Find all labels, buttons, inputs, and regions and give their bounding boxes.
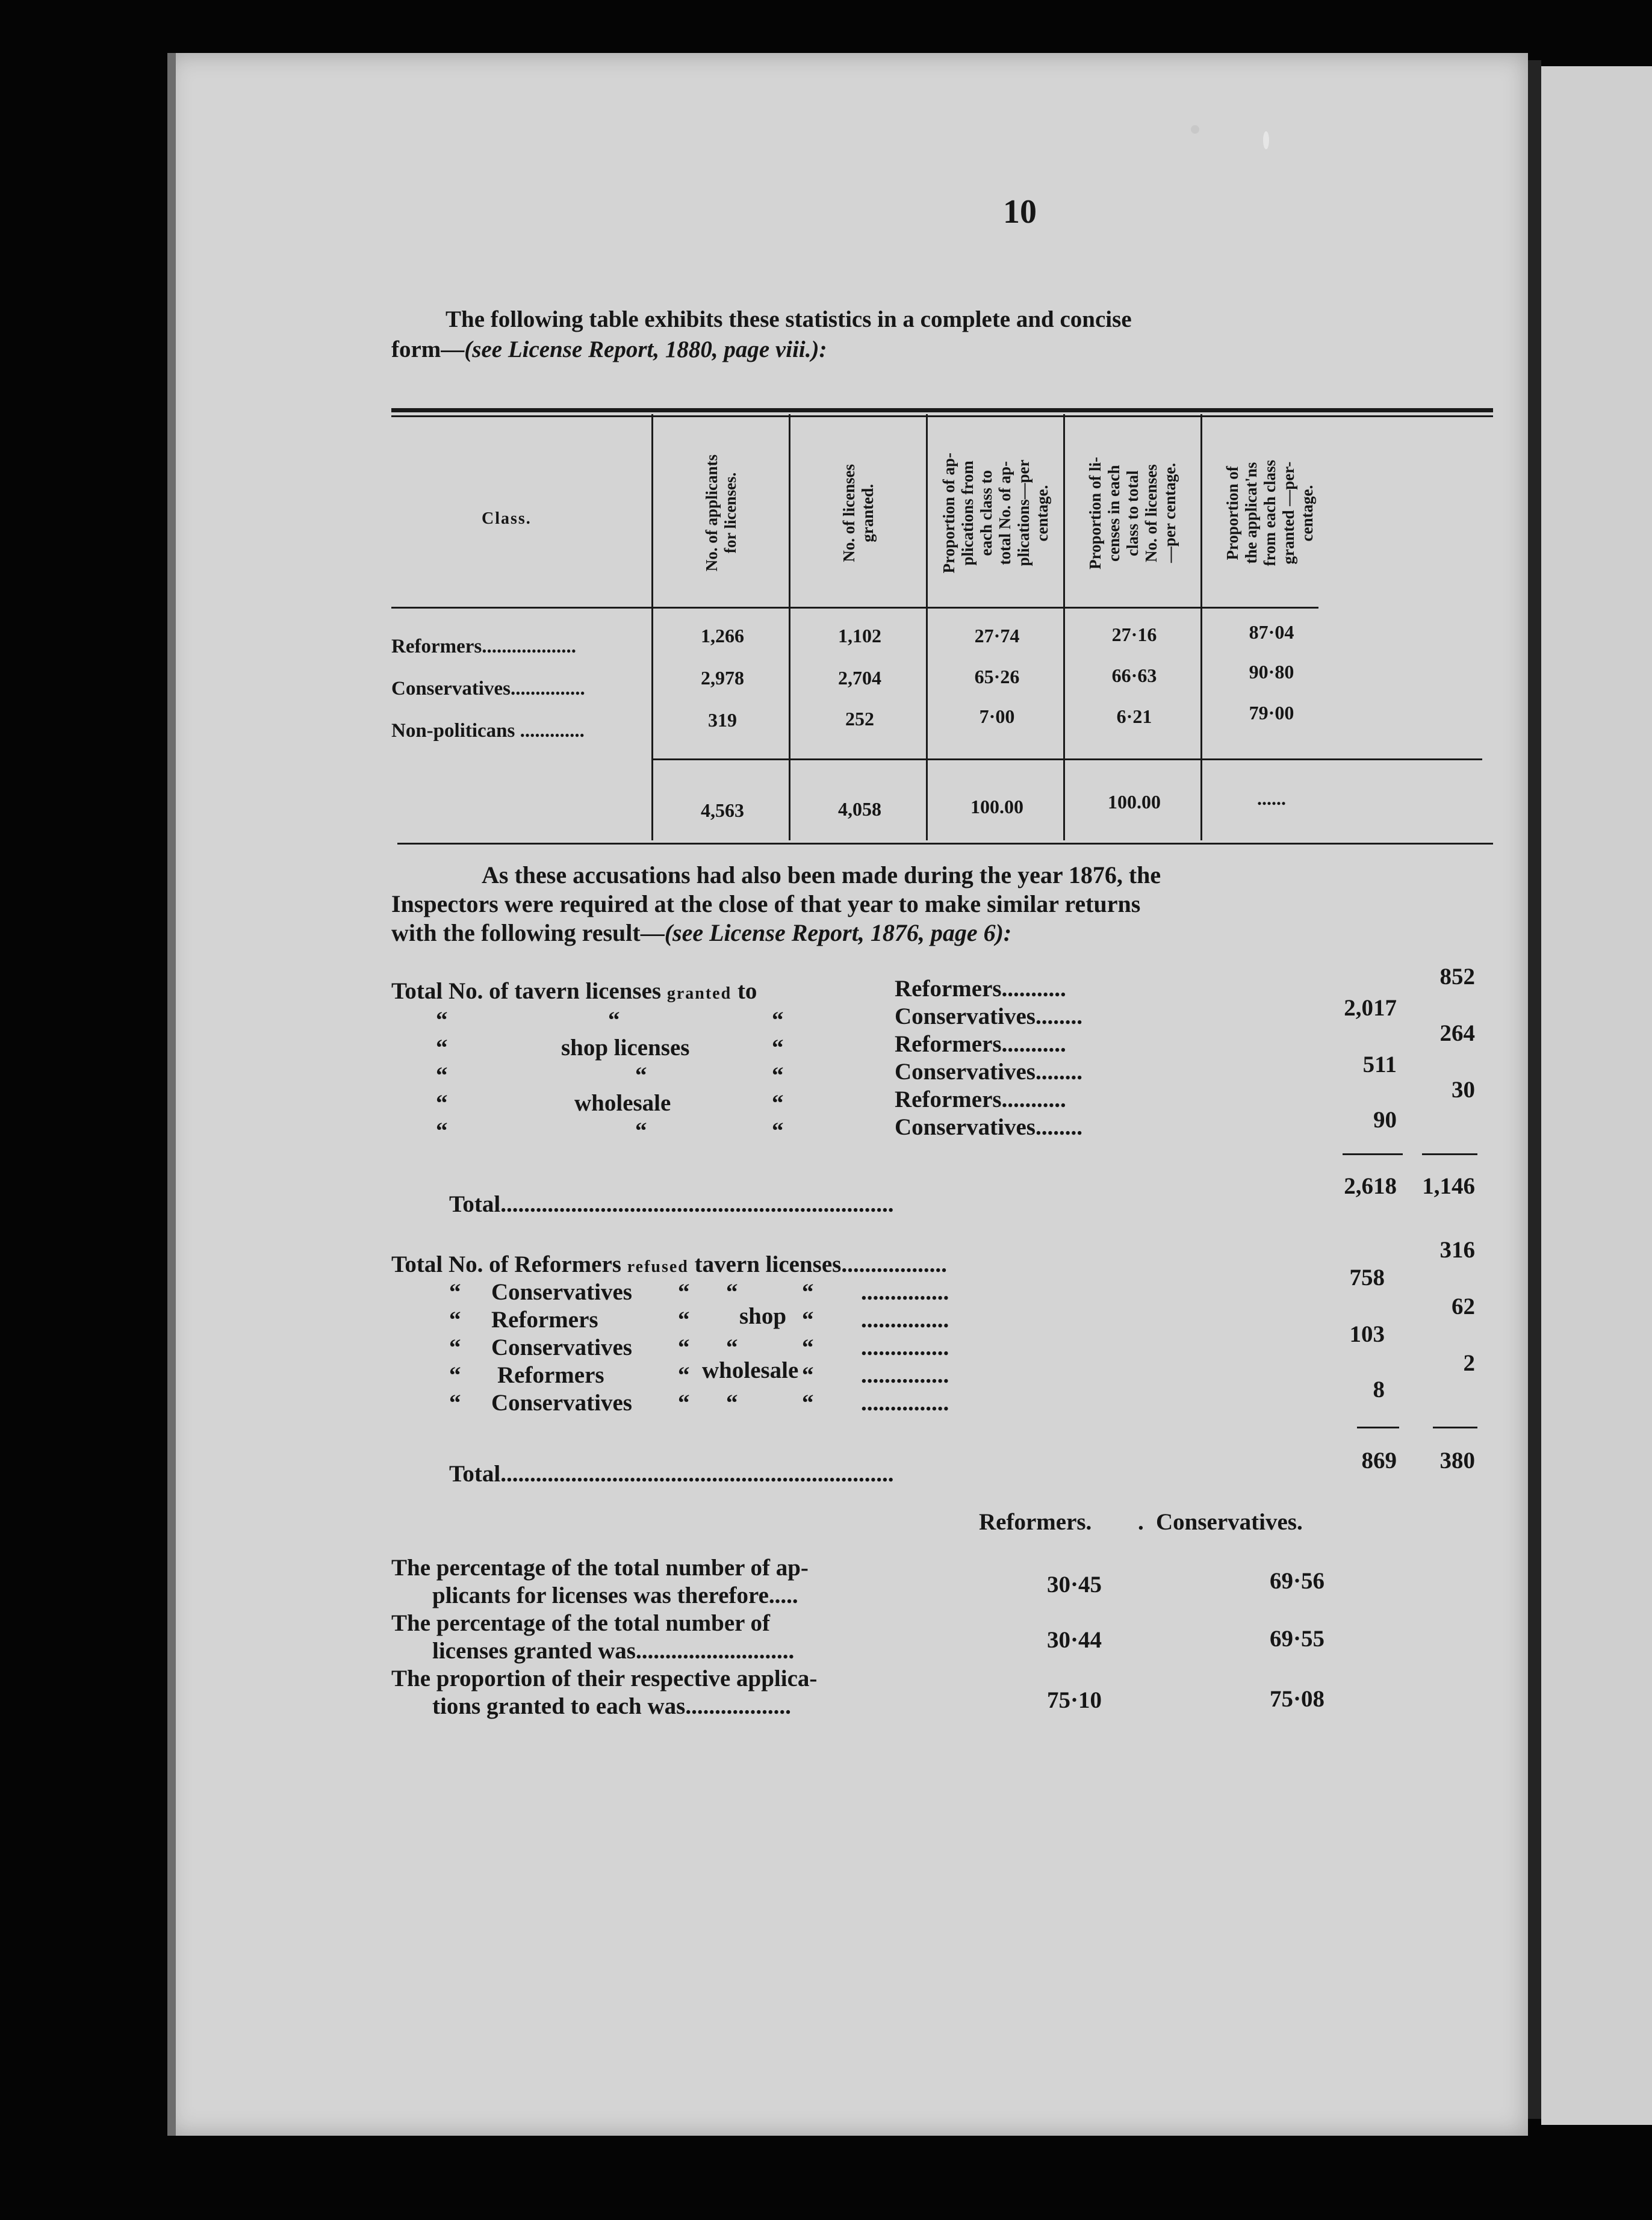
percentage-row-line-1: The proportion of their respective applica- (391, 1666, 818, 1691)
reformers-value: 264 (1439, 1020, 1475, 1046)
granted-total-label: Total................................................................... (449, 1191, 894, 1217)
sum-rule (1433, 1427, 1477, 1428)
ditto-mark: “ (449, 1362, 461, 1388)
refused-total-reformers: 380 (1439, 1448, 1475, 1474)
ditto-mark: “ (436, 1035, 448, 1061)
ditto-mark: “ (436, 1007, 448, 1033)
statistics-table (391, 408, 1493, 846)
intro-paragraph (391, 305, 1493, 365)
table-bottom-rule (397, 843, 1493, 845)
column-head-conservatives: Conservatives. (1156, 1509, 1303, 1535)
table-cell: 27·74 (974, 625, 1020, 646)
ditto-mark: “ (772, 1007, 784, 1033)
column-head-reformers: Reformers. (979, 1509, 1092, 1535)
conservatives-percentage: 69·55 (1269, 1626, 1324, 1652)
page-content (391, 53, 1493, 2136)
table-cell: 1,266 (701, 625, 744, 646)
sum-rule (1357, 1427, 1399, 1428)
class-label: Reformers........... (895, 1031, 1066, 1057)
table-cell: 1,102 (838, 625, 881, 646)
conservatives-value: 2,017 (1344, 995, 1397, 1021)
ditto-mark: “ (449, 1335, 461, 1360)
shop-label: shop (739, 1303, 787, 1329)
ditto-mark: “ (772, 1118, 784, 1144)
dots: ............... (861, 1390, 949, 1416)
ditto-mark: “ (802, 1307, 814, 1333)
table-cell: 7·00 (979, 705, 1015, 727)
class-label: Conservatives (491, 1279, 632, 1305)
para2-line-1: As these accusations had also been made during the year 1876, the (482, 861, 1161, 888)
ditto-mark: “ (772, 1035, 784, 1061)
second-paragraph (391, 861, 1493, 947)
percentage-row-line-2: licenses granted was........................... (432, 1638, 795, 1664)
total-cell: 4,058 (838, 798, 881, 820)
granted-total-reformers: 1,146 (1422, 1173, 1475, 1199)
total-cell: 100.00 (970, 796, 1023, 817)
class-label: Conservatives........ (895, 1059, 1082, 1085)
ditto-mark: “ (449, 1307, 461, 1333)
ditto-mark: “ (772, 1090, 784, 1116)
percentage-row-line-1: The percentage of the total number of ap- (391, 1555, 809, 1581)
ditto-mark: “ (436, 1118, 448, 1144)
percentage-row-line-1: The percentage of the total number of (391, 1610, 770, 1636)
table-cell: 252 (845, 708, 874, 730)
conservatives-value: 8 (1373, 1377, 1385, 1403)
conservatives-value: 758 (1349, 1265, 1385, 1291)
class-label: Conservatives........ (895, 1003, 1082, 1029)
row-label-reformers: Reformers................... (391, 636, 576, 657)
table-cell: 87·04 (1249, 621, 1294, 643)
ditto-mark: “ (726, 1279, 738, 1305)
table-cell: 319 (708, 709, 737, 731)
granted-total-conservatives: 2,618 (1344, 1173, 1397, 1199)
reformers-percentage: 75·10 (1046, 1687, 1102, 1713)
column-head-separator: . (1138, 1509, 1144, 1535)
para2-line-3: with the following result— (391, 919, 665, 946)
reformers-value: 2 (1463, 1350, 1475, 1376)
para2-citation: (see License Report, 1876, page 6): (664, 919, 1012, 946)
reformers-value: 316 (1439, 1237, 1475, 1263)
table-cell: 6·21 (1116, 705, 1152, 727)
ditto-mark: “ (772, 1062, 784, 1088)
reformers-value: 30 (1452, 1077, 1475, 1103)
table-top-rule-2 (391, 415, 1493, 417)
ditto-mark: “ (635, 1118, 647, 1144)
total-cell: 100.00 (1108, 791, 1161, 813)
ditto-mark: “ (802, 1390, 814, 1416)
class-label: Reformers........... (895, 976, 1066, 1002)
ditto-mark: “ (678, 1335, 690, 1360)
ditto-mark: “ (678, 1279, 690, 1305)
dots: ............... (861, 1307, 949, 1333)
ditto-mark: “ (802, 1279, 814, 1305)
ditto-mark: “ (726, 1335, 738, 1360)
ditto-mark: “ (802, 1335, 814, 1360)
sum-rule (1422, 1153, 1477, 1155)
class-label: Conservatives........ (895, 1114, 1082, 1140)
table-cell: 27·16 (1111, 624, 1157, 645)
row-label-conservatives: Conservatives............... (391, 678, 585, 699)
reformers-percentage: 30·45 (1046, 1572, 1102, 1598)
conservatives-percentage: 69·56 (1269, 1568, 1324, 1594)
document-page (167, 53, 1528, 2136)
facing-page-edge (1541, 66, 1652, 2125)
ditto-mark: “ (678, 1362, 690, 1388)
table-cell: 65·26 (974, 666, 1020, 687)
table-cell: 66·63 (1111, 665, 1157, 686)
intro-citation: (see License Report, 1880, page viii.): (464, 336, 827, 362)
class-label: Conservatives (491, 1335, 632, 1360)
header-granted: No. of licenses granted. (839, 464, 877, 562)
conservatives-value: 511 (1362, 1052, 1397, 1077)
ditto-mark: “ (608, 1007, 620, 1033)
header-rule (391, 607, 1318, 609)
table-cell: 79·00 (1249, 702, 1294, 724)
table-cell: 2,978 (701, 667, 744, 689)
page-gutter (1528, 60, 1541, 2119)
wholesale-label: wholesale (702, 1357, 799, 1383)
reformers-value: 62 (1452, 1294, 1475, 1319)
dots: ............... (861, 1279, 949, 1305)
reformers-percentage: 30·44 (1046, 1627, 1102, 1653)
total-cell: 4,563 (701, 799, 744, 821)
ditto-mark: “ (436, 1062, 448, 1088)
header-proportion-applications: Proportion of ap- plications from each class to total No. of ap- plications—per centage. (939, 452, 1051, 574)
ditto-mark: “ (678, 1307, 690, 1333)
ditto-mark: “ (802, 1362, 814, 1388)
conservatives-value: 90 (1373, 1107, 1397, 1133)
shop-licenses-label: shop licenses (561, 1035, 690, 1061)
ditto-mark: “ (678, 1390, 690, 1416)
percentage-row-line-2: tions granted to each was.................. (432, 1693, 791, 1719)
class-label: Reformers (491, 1307, 598, 1333)
para2-line-2: Inspectors were required at the close of that year to make similar returns (391, 890, 1141, 917)
ditto-mark: “ (726, 1390, 738, 1416)
row-label-non-politicans: Non-politicans ............. (391, 720, 585, 742)
class-header: Class. (482, 509, 532, 528)
header-proportion-granted: Proportion of the applicat'ns from each class granted —per- centage. (1223, 459, 1316, 566)
total-cell: ...... (1257, 787, 1286, 809)
intro-line-1: The following table exhibits these statistics in a complete and concise (446, 306, 1132, 332)
granted-lead: Total No. of tavern licenses granted to (391, 978, 757, 1004)
totals-rule (651, 758, 1482, 760)
class-label: Reformers........... (895, 1087, 1066, 1112)
wholesale-label: wholesale (574, 1090, 671, 1116)
header-applicants: No. of applicants for licenses. (702, 454, 739, 572)
refused-total-conservatives: 869 (1361, 1448, 1397, 1474)
conservatives-percentage: 75·08 (1269, 1686, 1324, 1712)
ditto-mark: “ (436, 1090, 448, 1116)
ditto-mark: “ (635, 1062, 647, 1088)
table-cell: 90·80 (1249, 661, 1294, 683)
header-proportion-licenses: Proportion of li- censes in each class to total No. of licenses —per centage. (1086, 456, 1179, 569)
table-top-rule (391, 408, 1493, 412)
sum-rule (1343, 1153, 1403, 1155)
dots: ............... (861, 1335, 949, 1360)
page-number: 10 (1003, 193, 1037, 231)
ditto-mark: “ (449, 1279, 461, 1305)
table-cell: 2,704 (838, 667, 881, 689)
refused-lead: Total No. of Reformers refused tavern licenses.................. (391, 1251, 947, 1277)
class-label: Reformers (497, 1362, 604, 1388)
conservatives-value: 103 (1349, 1321, 1385, 1347)
class-label: Conservatives (491, 1390, 632, 1416)
intro-line-2: form— (391, 336, 465, 362)
dots: ............... (861, 1362, 949, 1388)
ditto-mark: “ (449, 1390, 461, 1416)
percentage-row-line-2: plicants for licenses was therefore..... (432, 1583, 798, 1608)
reformers-value: 852 (1439, 964, 1475, 990)
refused-total-label: Total................................................................... (449, 1461, 894, 1487)
